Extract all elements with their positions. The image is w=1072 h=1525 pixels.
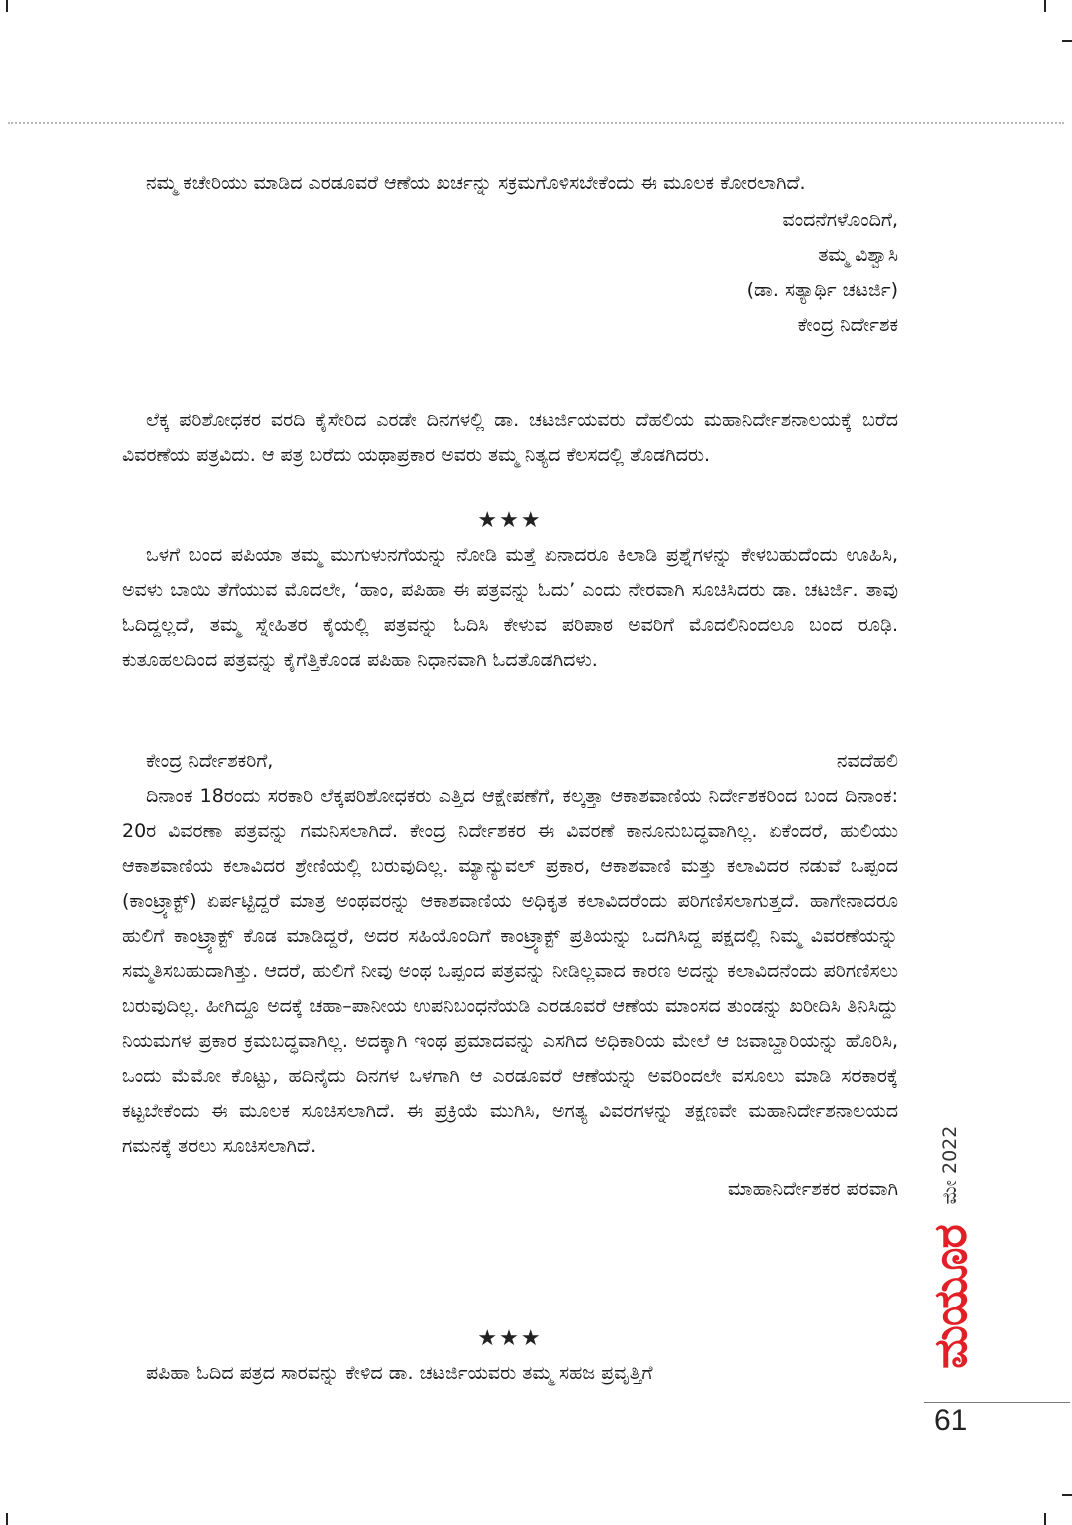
signature-line: ತಮ್ಮ ವಿಶ್ವಾಸಿ bbox=[818, 244, 898, 266]
crop-mark-bottom-left bbox=[6, 1513, 8, 1525]
signature-line: (ಡಾ. ಸತ್ಯಾರ್ಥಿ ಚಟರ್ಜಿ) bbox=[746, 279, 898, 301]
narrative-block bbox=[122, 538, 898, 678]
header-dotted-rule bbox=[8, 122, 1064, 124]
crop-mark-bottom-right bbox=[1044, 1513, 1046, 1525]
crop-mark-top-left bbox=[6, 0, 8, 12]
reply-letter bbox=[122, 744, 898, 1207]
issue-date bbox=[930, 1122, 970, 1208]
crop-mark-right-lower bbox=[1062, 1494, 1072, 1496]
closing-block bbox=[122, 1356, 898, 1391]
page-number-rule bbox=[924, 1402, 1070, 1403]
body-paragraph: ಲೆಕ್ಕ ಪರಿಶೋಧಕರ ವರದಿ ಕೈಸೇರಿದ ಎರಡೇ ದಿನಗಳಲ್ಲಿ ಡಾ. ಚಟರ್ಜಿಯವರು ದೆಹಲಿಯ ಮಹಾನಿರ್ದೇಶನಾಲಯಕ್ಕೆ ಬರೆದ ವಿವರಣೆಯ ಪತ್ರವಿದು. ಆ ಪತ್ರ ಬರೆದು ಯಥಾಪ್ರಕಾರ ಅವರು ತಮ್ಮ ನಿತ್ಯದ ಕೆಲಸದಲ್ಲಿ ತೊಡಗಿದರು. bbox=[122, 409, 898, 466]
section-separator: ★★★ bbox=[477, 508, 543, 533]
letter-close-paragraph: ನಮ್ಮ ಕಚೇರಿಯು ಮಾಡಿದ ಎರಡೂವರೆ ಆಣೆಯ ಖರ್ಚನ್ನು ಸಕ್ರಮಗೊಳಿಸಬೇಕೆಂದು ಈ ಮೂಲಕ ಕೋರಲಾಗಿದೆ. bbox=[146, 172, 806, 194]
issue-date-text: ಮೇ 2022 bbox=[939, 1125, 961, 1205]
letter-header-row bbox=[122, 744, 898, 779]
body-paragraph: ಪಪಿಹಾ ಓದಿದ ಪತ್ರದ ಸಾರವನ್ನು ಕೇಳಿದ ಡಾ. ಚಟರ್ಜಿಯವರು ತಮ್ಮ ಸಹಜ ಪ್ರವೃತ್ತಿಗೆ bbox=[146, 1362, 653, 1384]
narrative-block bbox=[122, 403, 898, 473]
signature-block bbox=[122, 203, 898, 343]
signature-line: ವಂದನೆಗಳೊಂದಿಗೆ, bbox=[782, 209, 898, 231]
letter-addressee: ಕೇಂದ್ರ ನಿರ್ದೇಶಕರಿಗೆ, bbox=[146, 750, 274, 772]
magazine-title-text: ಮಯೂರ bbox=[923, 1225, 977, 1369]
crop-mark-top-right bbox=[1044, 0, 1046, 12]
crop-mark-right-upper bbox=[1062, 40, 1072, 42]
letter-body: ದಿನಾಂಕ 18ರಂದು ಸರಕಾರಿ ಲೆಕ್ಕಪರಿಶೋಧಕರು ಎತ್ತಿದ ಆಕ್ಷೇಪಣೆಗೆ, ಕಲ್ಕತ್ತಾ ಆಕಾಶವಾಣಿಯ ನಿರ್ದೇಶಕರಿಂದ ಬಂದ ದಿನಾಂಕ: 20ರ ವಿವರಣಾ ಪತ್ರವನ್ನು ಗಮನಿಸಲಾಗಿದೆ. ಕೇಂದ್ರ ನಿರ್ದೇಶಕರ ಈ ವಿವರಣೆ ಕಾನೂನುಬದ್ಧವಾಗಿಲ್ಲ. ಏಕೆಂದರೆ, ಹುಲಿಯು ಆಕಾಶವಾಣಿಯ ಕಲಾವಿದರ ಶ್ರೇಣಿಯಲ್ಲಿ ಬರುವುದಿಲ್ಲ. ಮ್ಯಾನ್ಯುವಲ್ ಪ್ರಕಾರ, ಆಕಾಶವಾಣಿ ಮತ್ತು ಕಲಾವಿದರ ನಡುವೆ ಒಪ್ಪಂದ (ಕಾಂಟ್ರ್ಯಾಕ್ಟ್) ಏರ್ಪಟ್ಟಿದ್ದರೆ ಮಾತ್ರ ಅಂಥವರನ್ನು ಆಕಾಶವಾಣಿಯ ಅಧಿಕೃತ ಕಲಾವಿದರೆಂದು ಪರಿಗಣಿಸಲಾಗುತ್ತದೆ. ಹಾಗೇನಾದರೂ ಹುಲಿಗೆ ಕಾಂಟ್ರ್ಯಾಕ್ಟ್ ಕೊಡ ಮಾಡಿದ್ದರೆ, ಅದರ ಸಹಿಯೊಂದಿಗೆ ಕಾಂಟ್ರ್ಯಾಕ್ಟ್ ಪ್ರತಿಯನ್ನು ಒದಗಿಸಿದ್ದ ಪಕ್ಷದಲ್ಲಿ ನಿಮ್ಮ ವಿವರಣೆಯನ್ನು ಸಮ್ಮತಿಸಬಹುದಾಗಿತ್ತು. ಆದರೆ, ಹುಲಿಗೆ ನೀವು ಅಂಥ ಒಪ್ಪಂದ ಪತ್ರವನ್ನು ನೀಡಿಲ್ಲವಾದ ಕಾರಣ ಅದನ್ನು ಕಲಾವಿದನೆಂದು ಪರಿಗಣಿಸಲು ಬರುವುದಿಲ್ಲ. ಹೀಗಿದ್ದೂ ಅದಕ್ಕೆ ಚಹಾ–ಪಾನೀಯ ಉಪನಿಬಂಧನೆಯಡಿ ಎರಡೂವರೆ ಆಣೆಯ ಮಾಂಸದ ತುಂಡನ್ನು ಖರೀದಿಸಿ ತಿನಿಸಿದ್ದು ನಿಯಮಗಳ ಪ್ರಕಾರ ಕ್ರಮಬದ್ಧವಾಗಿಲ್ಲ. ಅದಕ್ಕಾಗಿ ಇಂಥ ಪ್ರಮಾದವನ್ನು ಎಸಗಿದ ಅಧಿಕಾರಿಯ ಮೇಲೆ ಆ ಜವಾಬ್ದಾರಿಯನ್ನು ಹೊರಿಸಿ, ಒಂದು ಮೆಮೋ ಕೊಟ್ಟು, ಹದಿನೈದು ದಿನಗಳ ಒಳಗಾಗಿ ಆ ಎರಡೂವರೆ ಆಣೆಯನ್ನು ಅವರಿಂದಲೇ ವಸೂಲು ಮಾಡಿ ಸರಕಾರಕ್ಕೆ ಕಟ್ಟಬೇಕೆಂದು ಈ ಮೂಲಕ ಸೂಚಿಸಲಾಗಿದೆ. ಈ ಪ್ರಕ್ರಿಯೆ ಮುಗಿಸಿ, ಅಗತ್ಯ ವಿವರಗಳನ್ನು ತಕ್ಷಣವೇ ಮಹಾನಿರ್ದೇಶನಾಲಯದ ಗಮನಕ್ಕೆ ತರಲು ಸೂಚಿಸಲಾಗಿದೆ. bbox=[122, 785, 898, 1157]
page-number: 61 bbox=[934, 1404, 968, 1437]
letter-place: ನವದೆಹಲಿ bbox=[836, 750, 898, 772]
magazine-title bbox=[923, 1212, 977, 1382]
letter-sign-off: ಮಾಹಾನಿರ್ದೇಶಕರ ಪರವಾಗಿ bbox=[727, 1178, 898, 1200]
body-paragraph: ಒಳಗೆ ಬಂದ ಪಪಿಯಾ ತಮ್ಮ ಮುಗುಳುನಗೆಯನ್ನು ನೋಡಿ ಮತ್ತೆ ಏನಾದರೂ ಕಿಲಾಡಿ ಪ್ರಶ್ನೆಗಳನ್ನು ಕೇಳಬಹುದೆಂದು ಊಹಿಸಿ, ಅವಳು ಬಾಯಿ ತೆಗೆಯುವ ಮೊದಲೇ, ‘ಹಾಂ, ಪಪಿಹಾ ಈ ಪತ್ರವನ್ನು ಓದು’ ಎಂದು ನೇರವಾಗಿ ಸೂಚಿಸಿದರು ಡಾ. ಚಟರ್ಜಿ. ತಾವು ಓದಿದ್ದಲ್ಲದೆ, ತಮ್ಮ ಸ್ನೇಹಿತರ ಕೈಯಲ್ಲಿ ಪತ್ರವನ್ನು ಓದಿಸಿ ಕೇಳುವ ಪರಿಪಾಠ ಅವರಿಗೆ ಮೊದಲಿನಿಂದಲೂ ಬಂದ ರೂಢಿ. ಕುತೂಹಲದಿಂದ ಪತ್ರವನ್ನು ಕೈಗೆತ್ತಿಕೊಂಡ ಪಪಿಹಾ ನಿಧಾನವಾಗಿ ಓದತೊಡಗಿದಳು. bbox=[122, 544, 898, 671]
signature-line: ಕೇಂದ್ರ ನಿರ್ದೇಶಕ bbox=[797, 314, 898, 336]
section-separator: ★★★ bbox=[477, 1326, 543, 1351]
letter-close bbox=[122, 166, 898, 343]
